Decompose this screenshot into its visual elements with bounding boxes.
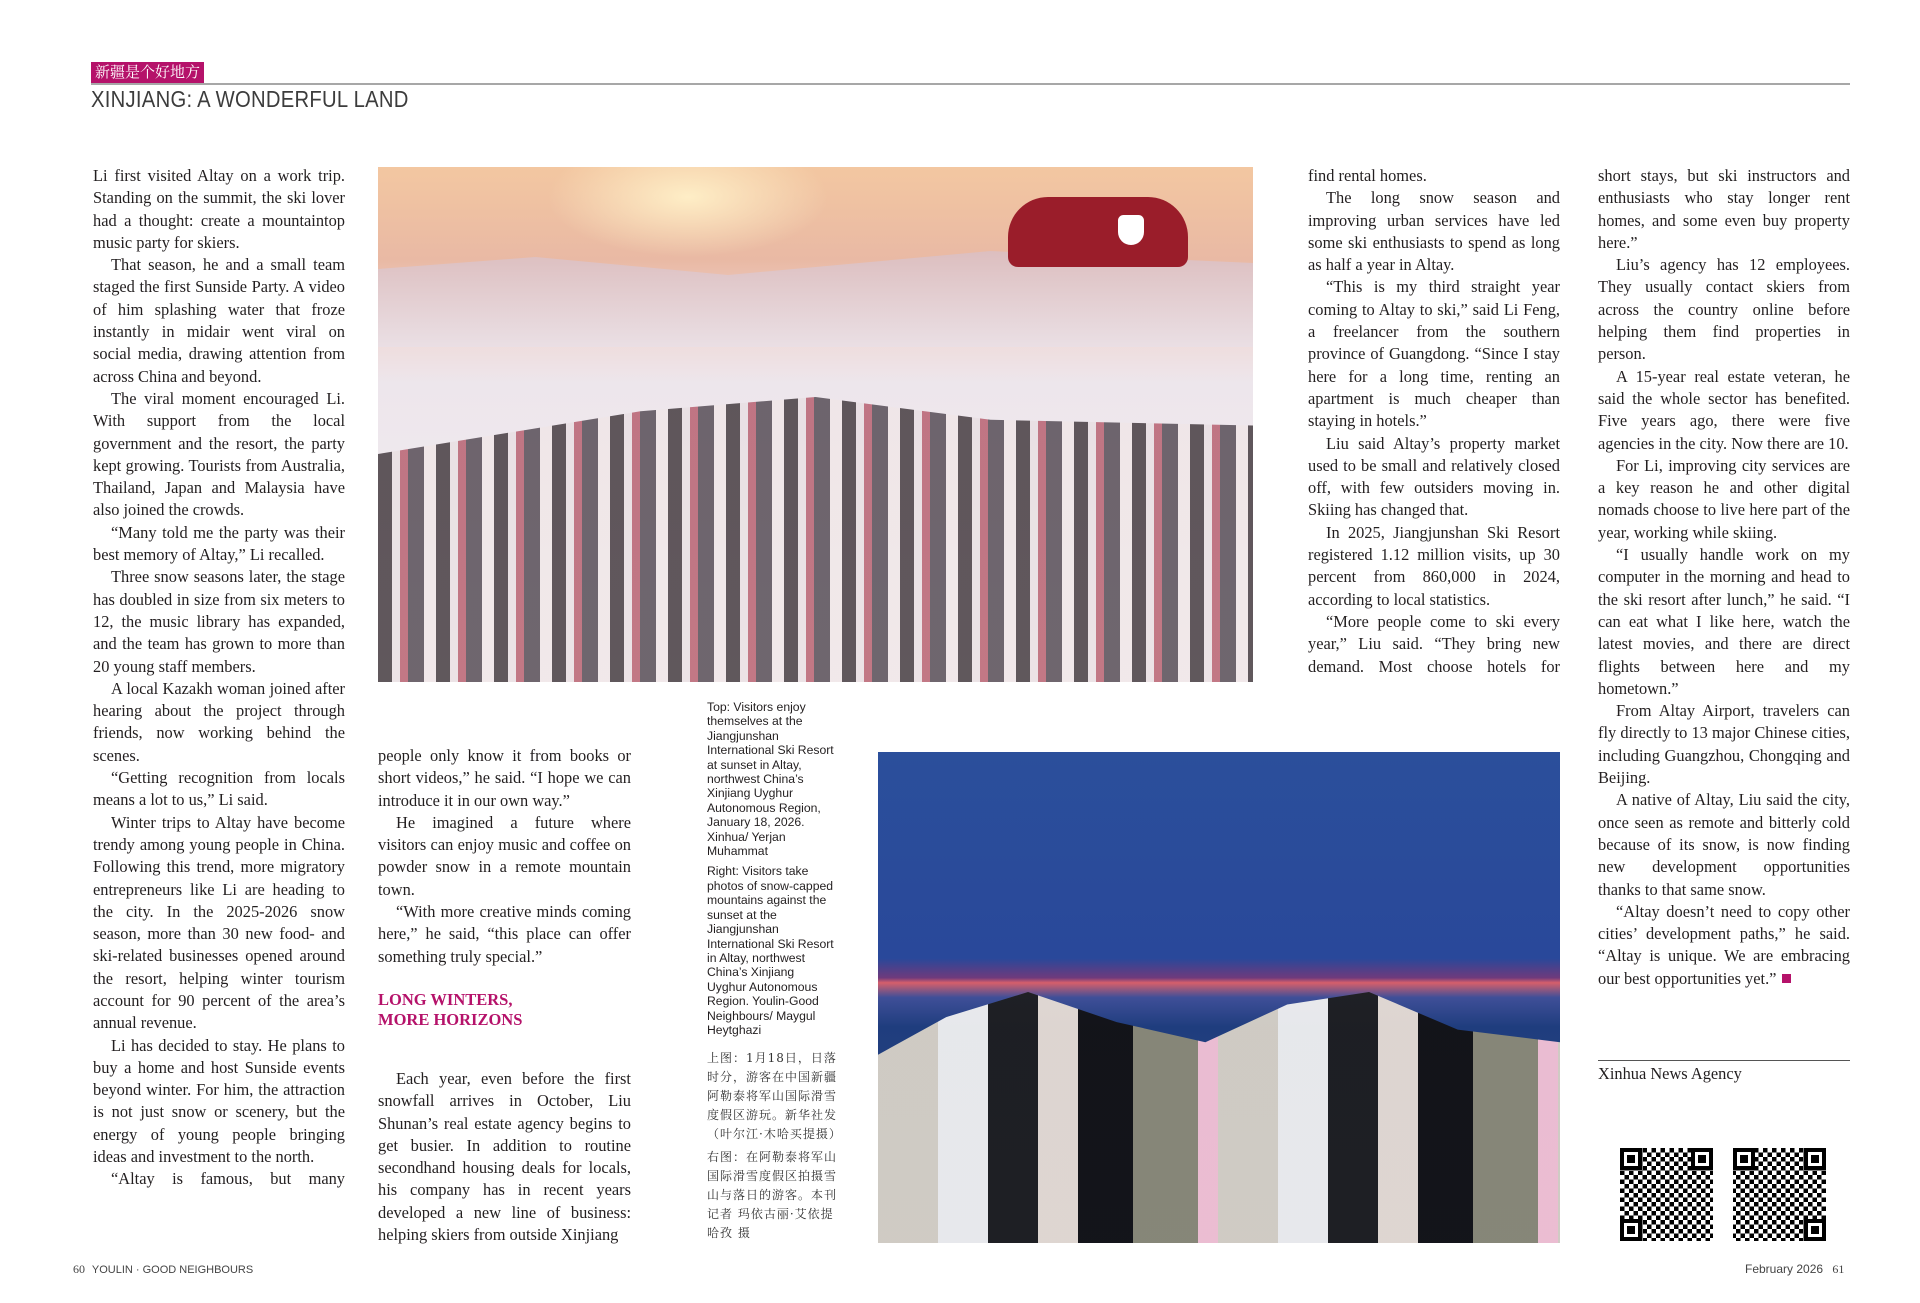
paragraph: In 2025, Jiangjunshan Ski Resort registered 1.12 million visits, up 30 percent from 860,000 in 2024, according to local statistics. <box>1308 522 1560 609</box>
photo-visitors <box>878 992 1560 1243</box>
section-subhead <box>378 990 631 1030</box>
caption-top: Top: Visitors enjoy themselves at the Jiangjunshan International Ski Resort at sunset in Altay, northwest China’s Xinjiang Uyghur Autonomous Region, January 18, 2026. Xinhua/ Yerjan Muhammat <box>707 700 834 859</box>
page-title: XINJIANG: A WONDERFUL LAND <box>91 86 409 112</box>
paragraph: “Altay is famous, but many <box>111 1169 345 1189</box>
photo-visitors-photographing-sunset <box>878 752 1560 1243</box>
footer-right <box>1745 1262 1844 1277</box>
photo-ski-resort-sunset-crowd <box>378 167 1253 682</box>
paragraph: short stays, but ski instructors and enthusiasts who stay longer rent homes, and some even buy property here.” <box>1598 166 1850 252</box>
paragraph: From Altay Airport, travelers can fly directly to 13 major Chinese cities, including Guangzhou, Chongqing and Beijing. <box>1598 701 1850 788</box>
paragraph: people only know it from books or short videos,” he said. “I hope we can introduce it in our own way.” <box>378 746 631 810</box>
subhead-line-1: LONG WINTERS, <box>378 989 513 1009</box>
page-number-right: 61 <box>1832 1262 1845 1276</box>
paragraph: Winter trips to Altay have become trendy among young people in China. Following this trend, more migratory entrepreneurs like Li are heading to the city. In the 2025-2026 snow season, more than 30 new food- and ski-related businesses opened around the resort, helping winter tourism account for 90 percent of the area’s annual revenue. <box>93 812 345 1033</box>
qr-code-icon[interactable] <box>1733 1148 1826 1241</box>
photo-gondola-station <box>1008 197 1188 267</box>
byline-divider <box>1598 1060 1850 1061</box>
paragraph: “Getting recognition from locals means a lot to us,” Li said. <box>93 768 345 810</box>
end-mark-icon <box>1782 974 1791 983</box>
paragraph-final <box>1598 901 1850 990</box>
paragraph: He imagined a future where visitors can enjoy music and coffee on powder snow in a remote mountain town. <box>378 812 631 899</box>
paragraph: Each year, even before the first snowfall arrives in October, Liu Shunan’s real estate agency begins to get busier. In addition to routine secondhand housing deals for locals, his company has in recent years developed a new line of business: helping skiers from outside Xinjiang <box>378 1068 631 1245</box>
resort-logo-icon <box>1118 215 1144 245</box>
final-text: “Altay doesn’t need to copy other cities’ development paths,” he said. “Altay is unique. We are embracing our best opportunities yet.” <box>1598 901 1850 988</box>
paragraph: “Many told me the party was their best memory of Altay,” Li recalled. <box>93 522 345 565</box>
section-tag: 新疆是个好地方 <box>91 62 204 83</box>
caption-right: Right: Visitors take photos of snow-capped mountains against the sunset at the Jiangjunshan International Ski Resort in Altay, northwest China’s Xinjiang Uyghur Autonomous Region. Youlin-Good Neighbours/ Maygul Heytghazi <box>707 864 834 1037</box>
paragraph: Liu said Altay’s property market used to be small and relatively closed off, with few outsiders moving in. Skiing has changed that. <box>1308 433 1560 520</box>
article-column-3 <box>1308 165 1560 678</box>
qr-code-icon[interactable] <box>1620 1148 1713 1241</box>
paragraph: The viral moment encouraged Li. With support from the local government and the resort, the party kept growing. Tourists from Australia, Thailand, Japan and Malaysia have also joined the crowds. <box>93 388 345 520</box>
paragraph: Three snow seasons later, the stage has doubled in size from six meters to 12, the music library has expanded, and the team has grown to more than 20 young staff members. <box>93 567 345 676</box>
paragraph: For Li, improving city services are a key reason he and other digital nomads choose to live here part of the year, working while skiing. <box>1598 455 1850 542</box>
paragraph: “I usually handle work on my computer in the morning and head to the ski resort after lunch,” he said. “I can eat what I like here, watch the latest movies, and there are direct flights between here and my hometown.” <box>1598 545 1850 698</box>
paragraph: Liu’s agency has 12 employees. They usually contact skiers from across the country online before helping them find properties in person. <box>1598 255 1850 364</box>
footer-left <box>73 1262 253 1277</box>
article-column-2 <box>378 745 631 1246</box>
paragraph: find rental homes. <box>1308 166 1427 185</box>
article-column-1 <box>93 165 345 1191</box>
issue-date: February 2026 <box>1745 1262 1824 1276</box>
photo-caption-cn <box>707 1049 842 1247</box>
article-column-4 <box>1598 165 1850 990</box>
caption-right-cn: 右图：在阿勒泰将军山国际滑雪度假区拍摄雪山与落日的游客。本刊记者 玛依古丽·艾依提哈孜 摄 <box>707 1150 838 1240</box>
subhead-line-2: MORE HORIZONS <box>378 1009 523 1029</box>
paragraph: A native of Altay, Liu said the city, once seen as remote and bitterly cold because of its snow, is now finding new development opportunities thanks to that same snow. <box>1598 790 1850 899</box>
byline: Xinhua News Agency <box>1598 1064 1742 1083</box>
paragraph: The long snow season and improving urban services have led some ski enthusiasts to spend as long as half a year in Altay. <box>1308 188 1560 275</box>
paragraph: Li first visited Altay on a work trip. Standing on the summit, the ski lover had a thought: create a mountaintop music party for skiers. <box>93 166 345 252</box>
paragraph: “This is my third straight year coming to Altay to ski,” said Li Feng, a freelancer from the southern province of Guangdong. “Since I stay here for a long time, renting an apartment is much cheaper than staying in hotels.” <box>1308 277 1560 431</box>
paragraph: A 15-year real estate veteran, he said the whole sector has benefited. Five years ago, there were five agencies in the city. Now there are 10. <box>1598 366 1850 453</box>
photo-crowd <box>378 397 1253 682</box>
caption-top-cn: 上图：1月18日，日落时分，游客在中国新疆阿勒泰将军山国际滑雪度假区游玩。新华社发（叶尔江·木哈买提摄） <box>707 1051 842 1141</box>
photo-caption-en <box>707 700 835 1043</box>
page-number-left: 60 <box>73 1262 85 1276</box>
publication-name: YOULIN · GOOD NEIGHBOURS <box>91 1264 254 1276</box>
paragraph: “With more creative minds coming here,” he said, “this place can offer something truly special.” <box>378 902 631 966</box>
paragraph: “More people come to ski every year,” Liu said. “They bring new demand. Most choose hotels for <box>1308 611 1560 676</box>
paragraph: Li has decided to stay. He plans to buy a home and host Sunside events beyond winter. For him, the attraction is not just snow or scenery, but the energy of young people bringing ideas and investment to the north. <box>93 1035 345 1167</box>
paragraph: That season, he and a small team staged the first Sunside Party. A video of him splashing water that froze instantly in midair went viral on social media, drawing attention from across China and beyond. <box>93 255 345 386</box>
paragraph: A local Kazakh woman joined after hearing about the project through friends, now working behind the scenes. <box>93 678 345 765</box>
header-rule <box>91 83 1850 85</box>
